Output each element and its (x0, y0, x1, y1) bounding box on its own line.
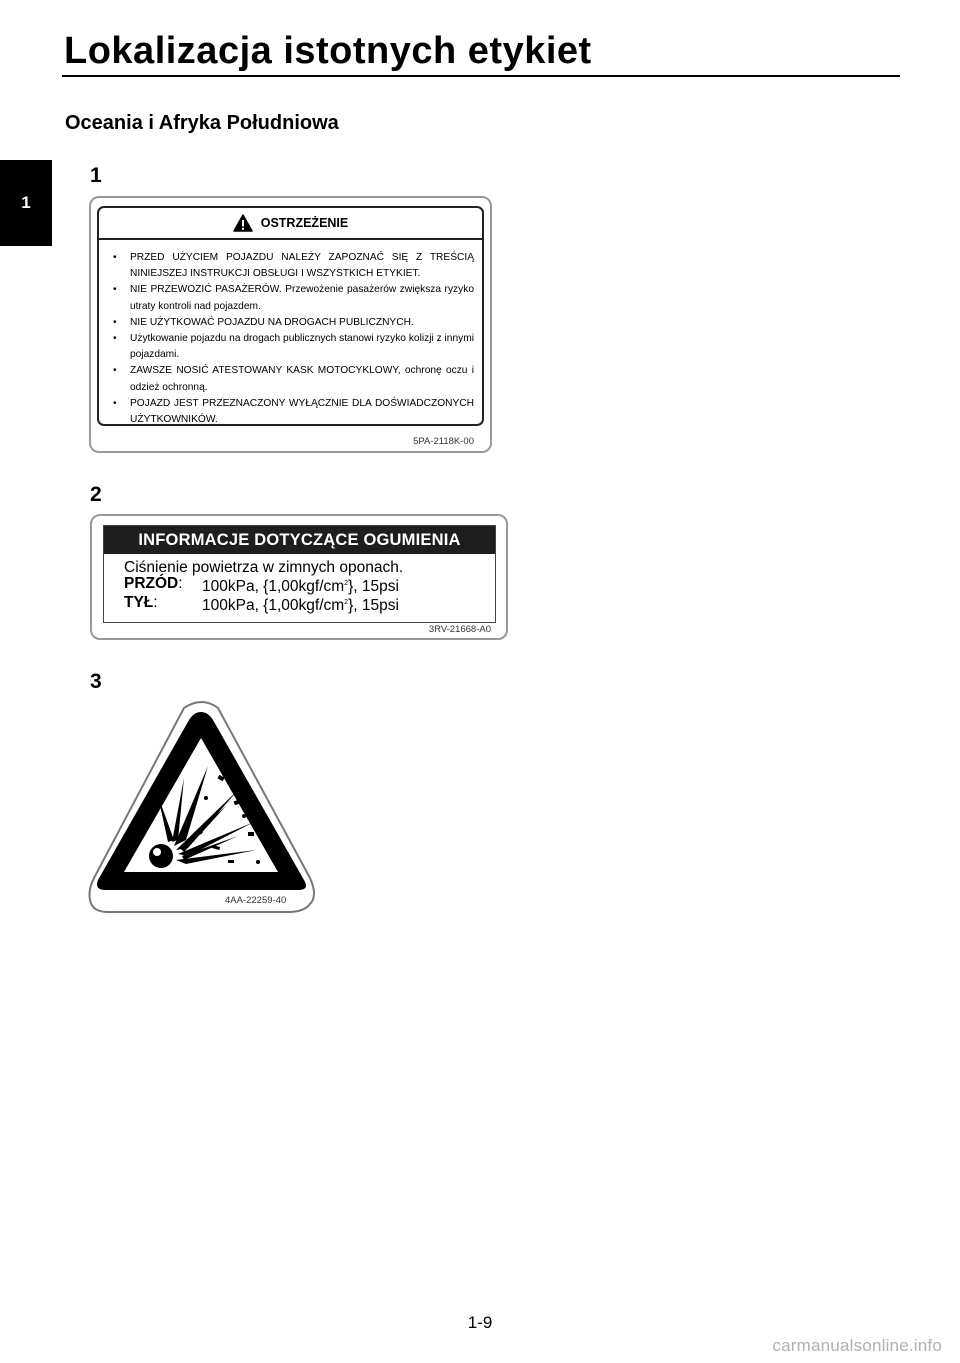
watermark: carmanualsonline.info (772, 1336, 942, 1355)
label-2-number: 2 (90, 483, 102, 506)
chapter-tab-number: 1 (21, 193, 31, 212)
tire-info-frame (103, 525, 496, 623)
warning-label-header (99, 208, 482, 240)
tire-rear-label-wrap (124, 595, 202, 614)
list-item: • PRZED UŻYCIEM POJAZDU NALEŻY ZAPOZNAĆ SIĘ Z TREŚCIĄ NINIEJSZEJ INSTRUKCJI OBSŁUGI I WSZYSTKICH ETYKIET. (109, 250, 474, 282)
tire-front-colon: : (178, 575, 183, 592)
tire-front-value: 100kPa, {1,00kgf/cm (202, 578, 345, 596)
warning-label-frame (97, 206, 484, 426)
tire-info-header: INFORMACJE DOTYCZĄCE OGUMIENIA (104, 526, 495, 554)
page-number: 1-9 (467, 1313, 493, 1332)
tire-front-label: PRZÓD (124, 575, 179, 592)
page-title: Lokalizacja istotnych etykiet (64, 30, 592, 72)
list-item: • NIE PRZEWOZIĆ PASAŻERÓW. Przewożenie pasażerów zwiększa ryzyko utraty kontroli nad pojazdem. (109, 282, 474, 314)
list-item: • Użytkowanie pojazdu na drogach publicznych stanowi ryzyko kolizji z innymi pojazdami. (109, 331, 474, 363)
tire-info-code: 3RV-21668-A0 (428, 624, 491, 635)
tire-front-sup: 2 (344, 580, 349, 587)
tire-rear-sup: 2 (344, 599, 349, 607)
list-item: • POJAZD JEST PRZEZNACZONY WYŁĄCZNIE DLA DOŚWIADCZONYCH UŻYTKOWNIKÓW. (109, 396, 474, 428)
tire-front-label-wrap (124, 576, 202, 595)
tire-info-intro: Ciśnienie powietrza w zimnych oponach. (124, 559, 404, 576)
tire-rear-suffix: }, 15psi (348, 597, 399, 615)
warning-triangle-icon (233, 214, 253, 232)
warning-label (89, 196, 492, 453)
tire-rear-colon: : (153, 594, 158, 612)
chapter-tab (0, 160, 52, 246)
label-3-number: 3 (90, 670, 102, 693)
section-title: Oceania i Afryka Południowa (65, 112, 339, 134)
warning-label-code: 5PA-2118K-00 (413, 436, 474, 447)
tire-front-row (124, 576, 495, 595)
warning-label-title: OSTRZEŻENIE (260, 216, 349, 230)
label-1-number: 1 (90, 164, 102, 187)
warning-list (99, 240, 482, 428)
explosion-label (88, 700, 316, 914)
tire-info-label (90, 514, 508, 640)
explosion-label-code: 4AA-22259-40 (225, 895, 287, 906)
tire-rear-value-wrap (202, 595, 399, 614)
list-item: • ZAWSZE NOSIĆ ATESTOWANY KASK MOTOCYKLOWY, ochronę oczu i odzież ochronną. (109, 363, 474, 395)
tire-rear-row (124, 595, 495, 614)
title-rule (62, 75, 900, 77)
explosion-warning-icon (88, 700, 316, 914)
tire-front-suffix: }, 15psi (348, 578, 399, 596)
tire-rear-label: TYŁ (124, 594, 154, 612)
list-item: • NIE UŻYTKOWAĆ POJAZDU NA DROGACH PUBLICZNYCH. (109, 315, 474, 331)
tire-rear-value: 100kPa, {1,00kgf/cm (202, 597, 345, 615)
tire-info-body (104, 554, 495, 614)
tire-front-value-wrap (202, 576, 399, 595)
